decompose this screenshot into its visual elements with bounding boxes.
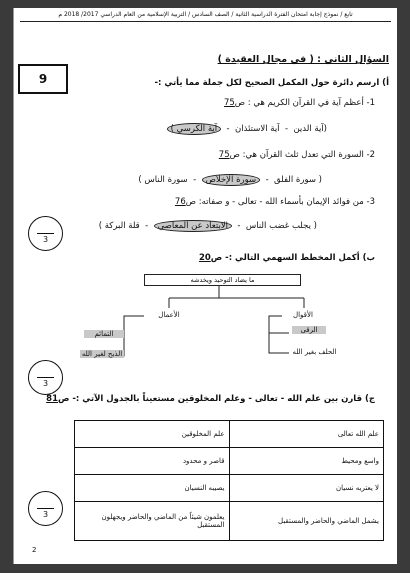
q3-sep-1: - <box>237 221 241 231</box>
part-c-page: 81 <box>46 394 59 404</box>
q1-text: 1- أعظم آية في القرآن الكريم هي : ص <box>234 98 375 108</box>
page-header: تابع / نموذج إجابة امتحان الفترة الدراسية الثانية / الصف السادس / التربية الإسلامية من العام الدراسي 2017/ 2018 م <box>20 11 391 22</box>
part-c-instruction <box>46 394 375 404</box>
answer-sheet-page <box>13 8 397 564</box>
part-c-instruction-text: ج) قارن بين علم الله - تعالى - وعلم المخلوقين مستعيناً بالجدول الآتي :- ص <box>58 394 375 404</box>
q3-option-3: قلة البركة ) <box>98 221 140 231</box>
q1-sep-1: - <box>284 124 289 134</box>
table-row <box>75 448 384 475</box>
q1-page: 75 <box>223 98 235 108</box>
page-number: 2 <box>32 546 37 554</box>
table-cell: علم الله تعالى <box>229 421 384 448</box>
table-cell: يصيبه النسيان <box>75 475 230 502</box>
part-b-page: 20 <box>198 253 211 263</box>
table-cell: قاصر و محدود <box>75 448 230 475</box>
q3-text: 3- من فوائد الإيمان بأسماء الله - تعالى - و صفاته: ص <box>185 197 375 207</box>
q1-option-1: (آية الدين <box>293 124 327 134</box>
score-line <box>37 377 54 378</box>
comparison-table <box>74 420 384 541</box>
score-line <box>37 508 54 509</box>
part-b-instruction-text: ب) أكمل المخطط السهمي التالي :- ص <box>210 253 375 263</box>
diagram-right-head: الأقوال <box>282 308 324 322</box>
q3-sep-2: - <box>145 221 149 231</box>
table-cell: علم المخلوقين <box>75 421 230 448</box>
q3-option-1: ( يجلب غضب الناس <box>245 221 317 231</box>
table-cell: يشمل الماضي والحاضر والمستقبل <box>229 502 384 541</box>
diagram-right-item-2: الحلف بغير الله <box>292 348 337 356</box>
q2-text: 2- السورة التي تعدل ثلث القرآن هي: ص <box>229 150 375 160</box>
table-row <box>75 475 384 502</box>
q1-option-2: آية الاستئذان <box>235 124 280 134</box>
q2-sep-2: - <box>193 175 197 185</box>
q2-option-2-answer: سورة الإخلاص <box>202 174 261 186</box>
diagram-left-head: الأعمال <box>144 308 194 322</box>
part-c-score-circle <box>28 491 63 526</box>
q2-option-1: ( سورة الفلق <box>274 175 322 185</box>
q2-option-3: سورة الناس ) <box>138 175 188 185</box>
diagram-right-item-1: الرقى <box>292 326 326 334</box>
table-cell: واسع ومحيط <box>229 448 384 475</box>
table-cell: يعلمون شيئاً من الماضي والحاضر ويجهلون المستقبل <box>75 502 230 541</box>
q3-page: 76 <box>174 197 186 207</box>
table-row <box>75 502 384 541</box>
diagram-left-item-2: الذبح لغير الله <box>81 350 123 358</box>
part-b-score-of: 3 <box>42 379 49 388</box>
table-row <box>75 421 384 448</box>
q2-sep-1: - <box>265 175 269 185</box>
part-a-score-of: 3 <box>42 235 49 244</box>
part-a-instruction: أ) ارسم دائرة حول المكمل الصحيح لكل جملة مما يأتي :- <box>154 78 389 88</box>
section-title: السؤال الثاني : ( في مجال العقيدة ) <box>217 54 389 65</box>
table-cell: لا يعتريه نسيان <box>229 475 384 502</box>
diagram-left-item-1: التمائم <box>84 330 124 338</box>
q2-page: 75 <box>218 150 230 160</box>
diagram-top-box: ما يضاد التوحيد ويخدشه <box>144 274 301 286</box>
part-c-score-of: 3 <box>42 510 49 519</box>
total-score-box: 9 <box>18 64 68 94</box>
part-b-score-circle <box>28 360 63 395</box>
q1-option-3-answer: آية الكرسي ) <box>167 123 222 135</box>
q1-sep-2: - <box>226 124 230 134</box>
q3-option-2-answer: الابتعاد عن المعاصي <box>154 220 232 232</box>
